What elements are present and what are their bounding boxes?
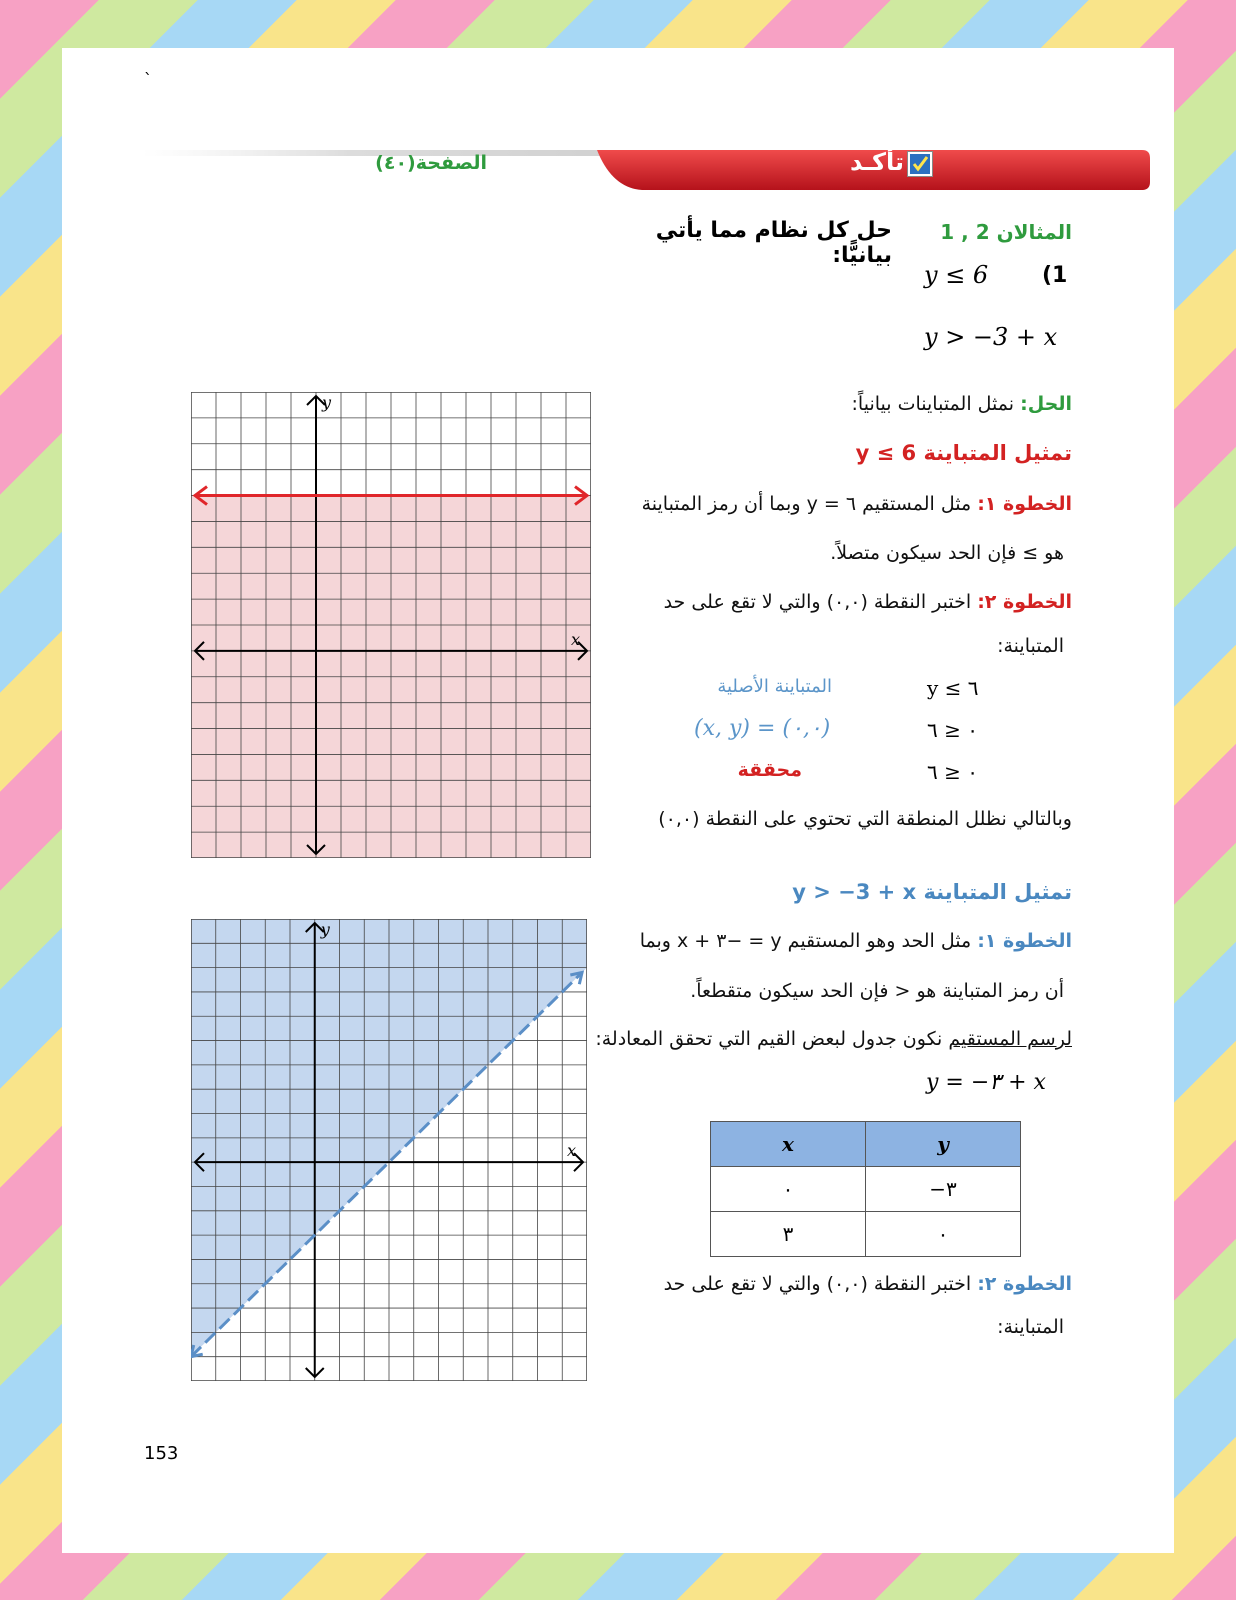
part2-step2 [602,1273,1072,1295]
table-header-y: y [866,1122,1021,1167]
graph-1-x-label: x [571,629,581,649]
part1-step1-label: الخطوة ١: [977,493,1072,515]
check-icon [908,152,932,176]
table-intro [582,1028,1072,1050]
table-row [711,1212,1021,1257]
instruction: حل كل نظام مما يأتي بيانيًّا: [655,218,892,268]
table-cell: ٣ [711,1212,866,1257]
part2-step1-cont: أن رمز المتباينة هو < فإن الحد سيكون متقطعاً. [690,980,1064,1002]
graph-2-x-label: x [567,1141,577,1161]
table-header-x: x [711,1122,866,1167]
badge-label: تأكـد [849,148,904,176]
part2-step2-text: اختبر النقطة (٠,٠) والتي لا تقع على حد [663,1273,972,1295]
table-cell: ٠ [711,1167,866,1212]
part1-step2-text: اختبر النقطة (٠,٠) والتي لا تقع على حد [663,591,972,613]
check-expr-3: ٠ ≤ ٦ [927,760,978,784]
check-note-2: (x, y) = (٠,٠) [694,716,831,741]
inequality-1: y ≤ 6 [924,261,989,289]
values-table [710,1121,1021,1257]
part1-step2-label: الخطوة ٢: [977,591,1072,613]
exercise-number: (1 [1042,263,1068,288]
table-cell: ٠ [866,1212,1021,1257]
stray-mark: ` [144,70,152,89]
part2-step1-text: مثل الحد وهو المستقيم y = −٣ + x وبما [639,930,972,952]
graph-2 [191,919,587,1381]
table-cell: −٣ [866,1167,1021,1212]
check-expr-2: ٠ ≤ ٦ [927,718,978,742]
part1-step1 [602,493,1072,515]
solution-label: الحل: [1020,393,1072,415]
part2-step2-cont: المتباينة: [997,1316,1064,1338]
check-note-1: المتباينة الأصلية [717,676,832,697]
part1-step1-cont: هو ≥ فإن الحد سيكون متصلاً. [830,542,1064,564]
page-number: 153 [144,1443,179,1464]
solution-line [762,393,1072,415]
part1-step2-cont: المتباينة: [997,635,1064,657]
part2-heading: تمثيل المتباينة y > −3 + x [792,880,1072,904]
graph-1 [191,392,591,858]
check-note-3: محققة [737,759,802,781]
part2-step2-label: الخطوة ٢: [977,1273,1072,1295]
graph-2-y-label: y [320,920,330,939]
part2-step1-label: الخطوة ١: [977,930,1072,952]
solution-text: نمثل المتباينات بيانياً: [851,393,1015,415]
table-header-row [711,1122,1021,1167]
part1-heading: تمثيل المتباينة y ≤ 6 [855,441,1072,465]
part1-step2 [602,591,1072,613]
page-reference: الصفحة(٤٠) [375,152,487,174]
check-expr-1: y ≤ ٦ [927,676,979,700]
header-banner [142,148,1152,192]
table-row [711,1167,1021,1212]
part1-step1-text: مثل المستقيم ٦ = y وبما أن رمز المتباينة [641,493,972,515]
examples-label: المثالان 2 , 1 [940,220,1072,244]
table-intro-underlined: لرسم المستقيم [948,1028,1072,1050]
inequality-2: y > −3 + x [924,323,1058,351]
graph-1-y-label: y [322,393,332,412]
line-equation: y = −٣ + x [926,1070,1046,1095]
table-intro-rest: نكون جدول لبعض القيم التي تحقق المعادلة: [595,1028,949,1050]
page [62,48,1174,1553]
part1-conclusion: وبالتالي نظلل المنطقة التي تحتوي على النقطة (٠,٠) [658,808,1072,830]
part2-step1 [602,930,1072,952]
